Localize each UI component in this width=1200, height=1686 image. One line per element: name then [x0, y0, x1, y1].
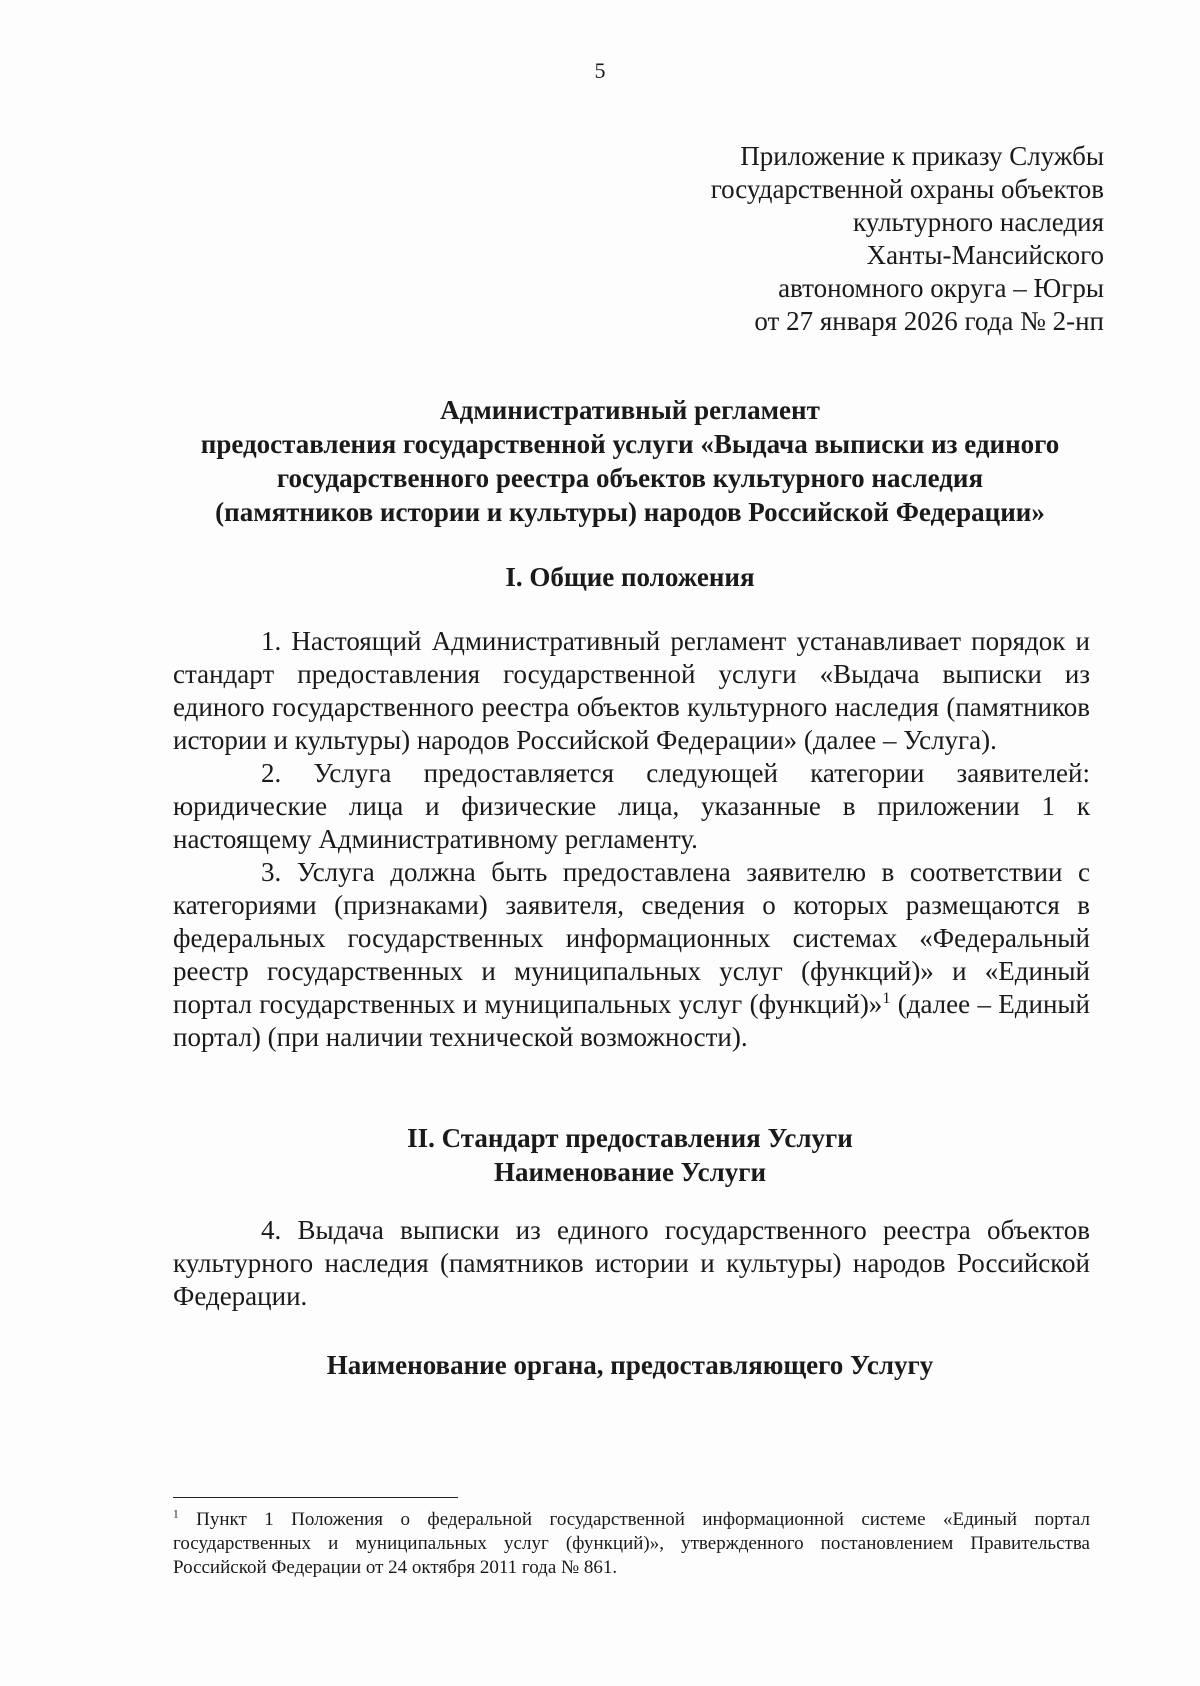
section-1-heading: I. Общие положения — [505, 562, 755, 592]
footnote — [173, 1508, 1090, 1580]
title-line: предоставления государственной услуги «Выдача выписки из единого — [200, 429, 1060, 459]
appendix-header — [584, 140, 1104, 338]
appendix-line: Ханты-Мансийского — [866, 240, 1104, 270]
page-number: 5 — [594, 58, 606, 83]
title-line: Административный регламент — [440, 395, 820, 425]
section-3-heading: Наименование органа, предоставляющего Услугу — [326, 1350, 934, 1380]
paragraph-3-tail: (далее – Единый портал) (при наличии технической возможности). — [173, 989, 1090, 1052]
title-line: (памятников истории и культуры) народов Российской Федерации» — [215, 497, 1045, 527]
section-2-heading-line-1: II. Стандарт предоставления Услуги — [407, 1123, 853, 1153]
paragraph-1: 1. Настоящий Административный регламент устанавливает порядок и стандарт предоставления государственной услуги «Выдача выписки из единого государственного реестра объектов культурного наследия (памятников истории и культуры) народов Российской Федерации» (далее – Услуга). — [173, 626, 1090, 755]
paragraph-3 — [173, 856, 1090, 1054]
appendix-line: автономного округа – Югры — [778, 273, 1104, 303]
document-title — [150, 393, 1110, 529]
section-2-heading-line-2: Наименование Услуги — [493, 1157, 767, 1187]
title-line: государственного реестра объектов культурного наследия — [276, 463, 984, 493]
section-1-body — [173, 625, 1090, 1054]
footnote-mark: 1 — [173, 1508, 179, 1521]
appendix-line: государственной охраны объектов — [710, 174, 1104, 204]
footnote-divider — [173, 1497, 458, 1498]
footnote-reference: 1 — [882, 989, 891, 1007]
paragraph-2: 2. Услуга предоставляется следующей категории заявителей: юридические лица и физические лица, указанные в приложении 1 к настоящему Административному регламенту. — [173, 758, 1090, 854]
section-2-body — [173, 1214, 1090, 1313]
appendix-line: Приложение к приказу Службы — [740, 141, 1104, 171]
appendix-line: культурного наследия — [853, 207, 1104, 237]
appendix-line: от 27 января 2026 года № 2-нп — [754, 306, 1104, 336]
paragraph-4: 4. Выдача выписки из единого государственного реестра объектов культурного наследия (памятников истории и культуры) народов Российской Федерации. — [173, 1215, 1090, 1311]
paragraph-3-text: 3. Услуга должна быть предоставлена заявителю в соответствии с категориями (признаками) заявителя, сведения о которых размещаются в федеральных государственных информационных системах «Федеральный реестр государственных и муниципальных услуг (функций)» и «Единый портал государственных и муниципальных услуг (функций)» — [173, 857, 1090, 1019]
section-2-heading — [150, 1121, 1110, 1189]
footnote-text: Пункт 1 Положения о федеральной государственной информационной системе «Единый портал государственных и муниципальных услуг (функций)», утвержденного постановлением Правительства Российской Федерации от 24 октября 2011 года № 861. — [173, 1509, 1090, 1578]
